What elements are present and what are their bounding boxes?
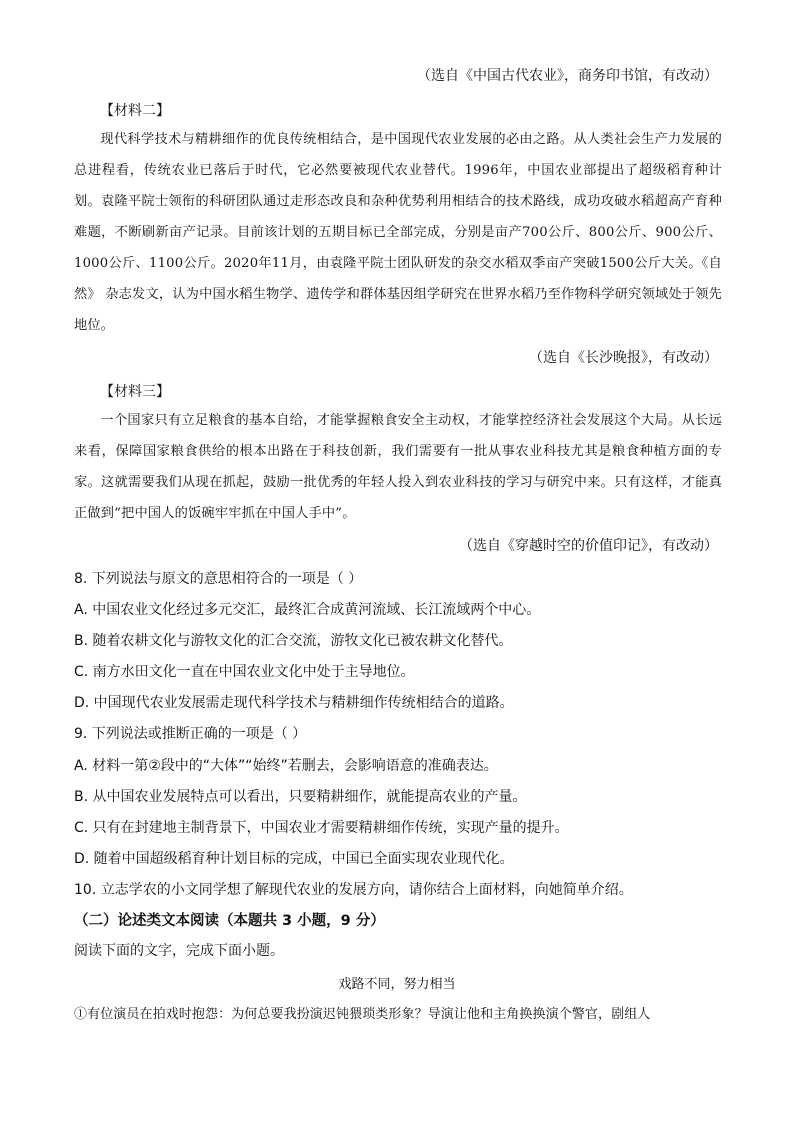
article-title: 戏路不同，努力相当 xyxy=(338,977,456,992)
question-8-option-a: A. 中国农业文化经过多元交汇，最终汇合成黄河流域、长江流域两个中心。 xyxy=(74,602,541,618)
material-two-text: 现代科学技术与精耕细作的优良传统相结合，是中国现代农业发展的必由之路。从人类社会生产力发展的总进程看，传统农业已落后于时代，它必然要被现代农业替代。1996年，中国农业部提出了超级稻育种计划。袁隆平院士领衔的科研团队通过走形态改良和杂种优势利用相结合的技术路线，成功攻破水稻超高产育种难题，不断刷新亩产记录。目前该计划的五期目标已全部完成，分别是亩产700公斤、800公斤、900公斤、1000公斤、1100公斤。2020年11月，由袁隆平院士团队研发的杂交水稻双季亩产突破1500公斤大关。《自然》 杂志发文，认为中国水稻生物学、遗传学和群体基因组学研究在世界水稻乃至作物科学研究领域处于领先地位。 xyxy=(74,132,722,333)
question-9-stem: 9. 下列说法或推断正确的一项是（ ） xyxy=(74,726,307,742)
question-8-option-b: B. 随着农耕文化与游牧文化的汇合交流，游牧文化已被农耕文化替代。 xyxy=(74,633,513,649)
material-three-source: （选自《穿越时空的价值印记》，有改动） xyxy=(459,538,718,554)
material-two-heading: 【材料二】 xyxy=(100,103,170,119)
question-8-option-c: C. 南方水田文化一直在中国农业文化中处于主导地位。 xyxy=(74,664,415,680)
material-three-text: 一个国家只有立足粮食的基本自给，才能掌握粮食安全主动权，才能掌控经济社会发展这个大局。从长远来看，保障国家粮食供给的根本出路在于科技创新，我们需要有一批从事农业科技尤其是粮食种植方面的专家。这就需要我们从现在抓起，鼓励一批优秀的年轻人投入到农业科技的学习与研究中来。只有这样，才能真正做到“把中国人的饭碗牢牢抓在中国人手中”。 xyxy=(74,413,722,521)
section-two-heading: （二）论述类文本阅读（本题共 3 小题，9 分） xyxy=(74,913,385,929)
question-9-option-d: D. 随着中国超级稻育种计划目标的完成，中国已全面实现农业现代化。 xyxy=(74,851,514,867)
question-10: 10. 立志学农的小文同学想了解现代农业的发展方向，请你结合上面材料，向她简单介绍。 xyxy=(74,882,633,898)
question-8-option-d: D. 中国现代农业发展需走现代科学技术与精耕细作传统相结合的道路。 xyxy=(74,695,514,711)
question-8-stem: 8. 下列说法与原文的意思相符合的一项是（ ） xyxy=(74,571,363,587)
question-9-option-c: C. 只有在封建地主制背景下，中国农业才需要精耕细作传统，实现产量的提升。 xyxy=(74,820,569,836)
reading-instruction: 阅读下面的文字，完成下面小题。 xyxy=(74,943,284,959)
material-one-source: （选自《中国古代农业》，商务印书馆，有改动） xyxy=(417,68,718,84)
article-first-line: ①有位演员在拍戏时抱怨：为何总要我扮演迟钝猥琐类形象？导演让他和主角换换演个警官，剧组人 xyxy=(74,1007,651,1022)
material-two-source: （选自《长沙晚报》，有改动） xyxy=(529,350,718,366)
question-9-option-b: B. 从中国农业发展特点可以看出，只要精耕细作，就能提高农业的产量。 xyxy=(74,789,527,805)
question-9-option-a: A. 材料一第②段中的“大体”“始终”若删去，会影响语意的准确表达。 xyxy=(74,758,498,774)
material-three-heading: 【材料三】 xyxy=(100,384,170,400)
